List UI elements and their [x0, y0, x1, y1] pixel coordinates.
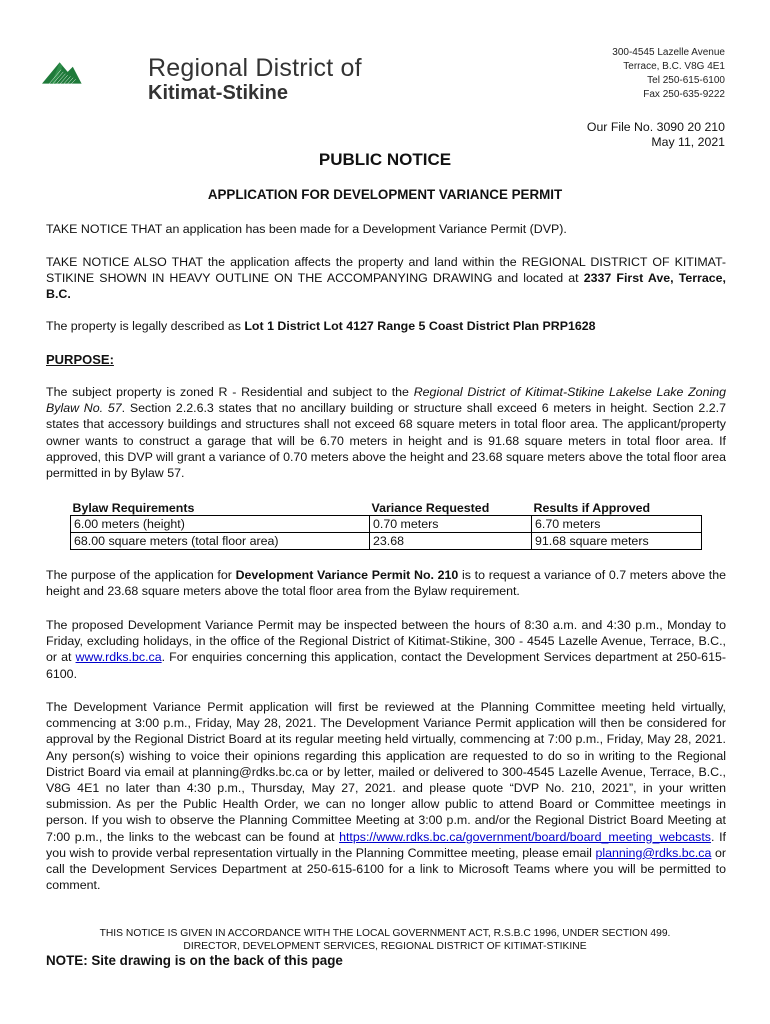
table-cell: 6.70 meters — [532, 516, 702, 533]
paragraph-meeting-details — [46, 699, 726, 893]
footer-legal-line: THIS NOTICE IS GIVEN IN ACCORDANCE WITH THE LOCAL GOVERNMENT ACT, R.S.B.C 1996, UNDER SECTION 499. — [99, 928, 671, 939]
rdks-logo-mountain-icon — [42, 42, 152, 104]
site-drawing-note: NOTE: Site drawing is on the back of this page — [46, 953, 343, 968]
footer-signature-line: DIRECTOR, DEVELOPMENT SERVICES, REGIONAL DISTRICT OF KITIMAT-STIKINE — [183, 941, 587, 952]
address-fax: Fax 250-635-9222 — [643, 89, 725, 100]
file-number: Our File No. 3090 20 210 — [586, 120, 725, 134]
paragraph-legal-description — [46, 318, 726, 334]
paragraph-purpose — [46, 384, 726, 481]
paragraph-application-purpose — [46, 567, 726, 599]
purpose-heading: PURPOSE: — [46, 352, 114, 367]
paragraph-take-notice-also — [46, 254, 726, 303]
paragraph-text: The proposed Development Variance Permit may be inspected between the hours of 8:30 a.m. and 4:30 p.m., Monday to Friday, excluding holidays, in the office of the Regional District of Kitimat-Stikine, 300 - 4545 Lazelle Avenue, Terrace, B.C., or at — [46, 618, 726, 665]
property-address: 2337 First Ave, Terrace, B.C. — [46, 271, 726, 302]
page-title: PUBLIC NOTICE — [318, 150, 452, 169]
paragraph-text: The property is legally described as — [46, 319, 245, 333]
paragraph-text: is to request a variance of 0.7 meters above the height and 23.68 square meters above the total floor area from the Bylaw requirement. — [46, 568, 727, 599]
table-row — [71, 533, 702, 550]
legal-description: Lot 1 District Lot 4127 Range 5 Coast District Plan PRP1628 — [244, 319, 596, 333]
email-link[interactable]: planning@rdks.bc.ca — [595, 845, 712, 860]
paragraph-text: The subject property is zoned R - Residential and subject to the — [46, 385, 414, 399]
table-row — [71, 516, 702, 533]
paragraph-text: . For enquiries concerning this application, contact the Development Services department at 250-615-6100. — [46, 650, 726, 681]
column-header: Variance Requested — [371, 500, 490, 515]
table-header-row — [71, 499, 702, 516]
permit-number: Development Variance Permit No. 210 — [235, 568, 459, 582]
table-cell: 23.68 — [370, 533, 532, 550]
paragraph-text: . If you wish to provide verbal representation virtually in the Planning Committee meeting, please email — [46, 829, 726, 860]
address-line-1: 300-4545 Lazelle Avenue — [612, 47, 725, 58]
notice-date: May 11, 2021 — [651, 135, 725, 149]
logo-title-line1: Regional District of — [148, 54, 362, 82]
paragraph-take-notice: TAKE NOTICE THAT an application has been made for a Development Variance Permit (DVP). — [46, 222, 567, 236]
table-cell: 0.70 meters — [370, 516, 532, 533]
table-cell: 68.00 square meters (total floor area) — [71, 533, 370, 550]
table-cell: 6.00 meters (height) — [71, 516, 370, 533]
logo-title-line2: Kitimat-Stikine — [148, 82, 289, 104]
variance-table — [70, 499, 702, 550]
column-header: Bylaw Requirements — [72, 500, 195, 515]
paragraph-text: TAKE NOTICE ALSO THAT the application affects the property and land within the REGIONAL DISTRICT OF KITIMAT-STIKINE SHOWN IN HEAVY OUTLINE ON THE ACCOMPANYING DRAWING and located at — [46, 255, 726, 286]
paragraph-text: The Development Variance Permit application will first be reviewed at the Planning Committee meeting held virtually, commencing at 3:00 p.m., Friday, May 28, 2021. The Development Variance Permit application will then be considered for approval by the Regional District Board at its regular meeting held virtually, commencing at 7:00 p.m., Friday, May 28, 2021. Any person(s) wishing to voice their opinions regarding this application are requested to do so in writing to the Regional District Board via email at planning@rdks.bc.ca or by letter, mailed or delivered to 300-4545 Lazelle Avenue, Terrace, B.C., V8G 4E1 no later than 4:30 p.m., Thursday, May 27, 2021. and please quote “DVP No. 210, 2021”, in your written submission. As per the Public Health Order, we can no longer allow public to attend Board or Committee meetings in person. If you wish to observe the Planning Committee Meeting at 3:00 p.m. and/or the Regional District Board Meeting at 7:00 p.m., the links to the webcast can be found at — [46, 700, 726, 844]
paragraph-text: The purpose of the application for — [46, 568, 236, 582]
column-header: Results if Approved — [533, 500, 651, 515]
website-link[interactable]: www.rdks.bc.ca — [75, 650, 162, 665]
paragraph-text: or call the Development Services Department at 250-615-6100 for a link to Microsoft Teams where you will be permitted to comment. — [46, 845, 726, 893]
page-subtitle: APPLICATION FOR DEVELOPMENT VARIANCE PERMIT — [207, 187, 563, 202]
paragraph-inspection — [46, 617, 726, 682]
webcast-link[interactable]: https://www.rdks.bc.ca/government/board/board_meeting_webcasts — [339, 829, 711, 844]
table-cell: 91.68 square meters — [532, 533, 702, 550]
paragraph-text: . Section 2.2.6.3 states that no ancillary building or structure shall exceed 6 meters in height. Section 2.2.7 states that accessory buildings and structures shall not exceed 68 square meters in total floor area. The applicant/property owner wants to construct a garage that will be 6.70 meters in height and is 91.68 square meters in total floor area. If approved, this DVP will grant a variance of 0.70 meters above the height and 23.68 square meters above the total floor area permitted in by Bylaw 57. — [46, 401, 726, 481]
address-phone: Tel 250-615-6100 — [647, 75, 725, 86]
address-line-2: Terrace, B.C. V8G 4E1 — [623, 61, 725, 72]
bylaw-name: Regional District of Kitimat-Stikine Lakelse Lake Zoning Bylaw No. 57 — [46, 385, 726, 416]
